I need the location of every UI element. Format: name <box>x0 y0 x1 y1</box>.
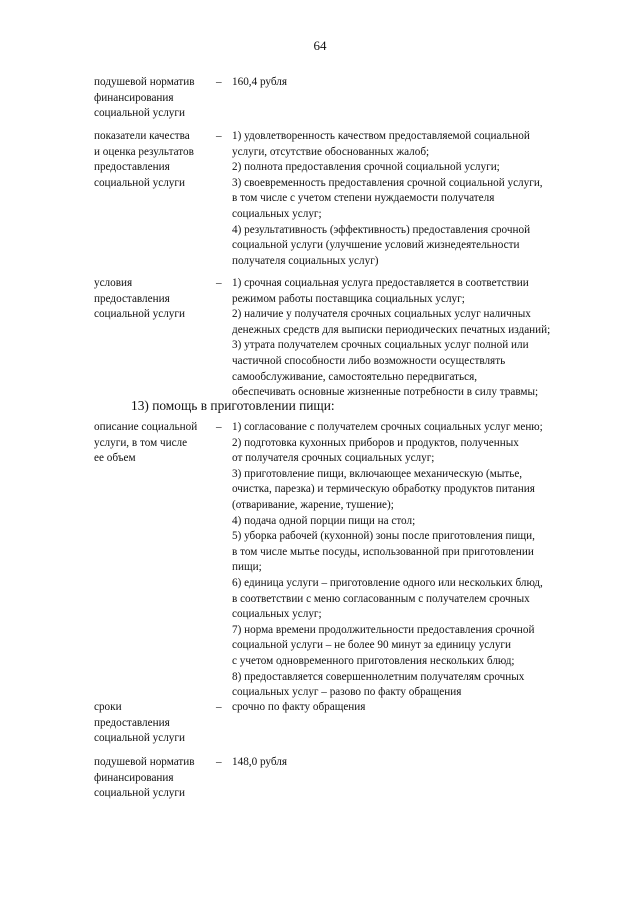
service-field-description <box>94 420 604 701</box>
field-value: срочно по факту обращения <box>232 701 366 713</box>
field-dash: – <box>216 76 222 88</box>
field-value: 160,4 рубля <box>232 76 288 88</box>
service-field-conditions <box>94 276 604 401</box>
field-label: условия предоставления социальной услуги <box>94 277 185 321</box>
page-number: 64 <box>313 38 327 53</box>
field-dash: – <box>216 701 222 713</box>
field-label: сроки предоставления социальной услуги <box>94 701 185 745</box>
field-label: подушевой норматив финансирования социальной услуги <box>94 76 195 120</box>
field-value: 1) срочная социальная услуга предоставляется в соответствии режимом работы поставщика социальных услуг; 2) наличие у получателя срочных социальных услуг наличных денежных средств для выписки периодических печатных изданий; 3) утрата получателем срочных социальных услуг полной или частичной способности либо возможности осуществлять самообслуживание, самостоятельно передвигаться, обеспечивать основные жизненные потребности в силу травмы; <box>232 277 551 399</box>
field-label: описание социальной услуги, в том числе ее объем <box>94 421 198 465</box>
section-heading: 13) помощь в приготовлении пищи: <box>131 398 335 413</box>
field-dash: – <box>216 277 222 289</box>
field-label: подушевой норматив финансирования социальной услуги <box>94 756 195 800</box>
service-field-funding-norm-2 <box>94 755 604 802</box>
service-field-terms <box>94 700 604 747</box>
service-field-funding-norm <box>94 75 604 122</box>
field-dash: – <box>216 756 222 768</box>
field-value: 1) удовлетворенность качеством предоставляемой социальной услуги, отсутствие обоснованных жалоб; 2) полнота предоставления срочной социальной услуги; 3) своевременность предоставления срочной социальной услуги, в том числе с учетом степени нуждаемости получателя социальных услуг; 4) результативность (эффективность) предоставления срочной социальной услуги (улучшение условий жизнедеятельности получателя социальных услуг) <box>232 130 543 267</box>
field-label: показатели качества и оценка результатов предоставления социальной услуги <box>94 130 194 189</box>
service-field-quality-indicators <box>94 129 604 269</box>
field-value: 148,0 рубля <box>232 756 288 768</box>
field-dash: – <box>216 130 222 142</box>
field-value: 1) согласование с получателем срочных социальных услуг меню; 2) подготовка кухонных приборов и продуктов, полученных от получателя срочных социальных услуг; 3) приготовление пищи, включающее механическую (мытье, очистка, парезка) и термическую обработку продуктов питания (отваривание, жарение, тушение); 4) подача одной порции пищи на стол; 5) уборка рабочей (кухонной) зоны после приготовления пищи, в том числе мытье посуды, использованной при приготовлении пищи; 6) единица услуги – приготовление одного или нескольких блюд, в соответствии с меню согласованным с получателем срочных социальных услуг; 7) норма времени продолжительности предоставления срочной социальной услуги – не более 90 минут за единицу услуги с учетом одновременного приготовления нескольких блюд; 8) предоставляется совершеннолетним получателям срочных социальных услуг – разово по факту обращения <box>232 421 543 699</box>
field-dash: – <box>216 421 222 433</box>
